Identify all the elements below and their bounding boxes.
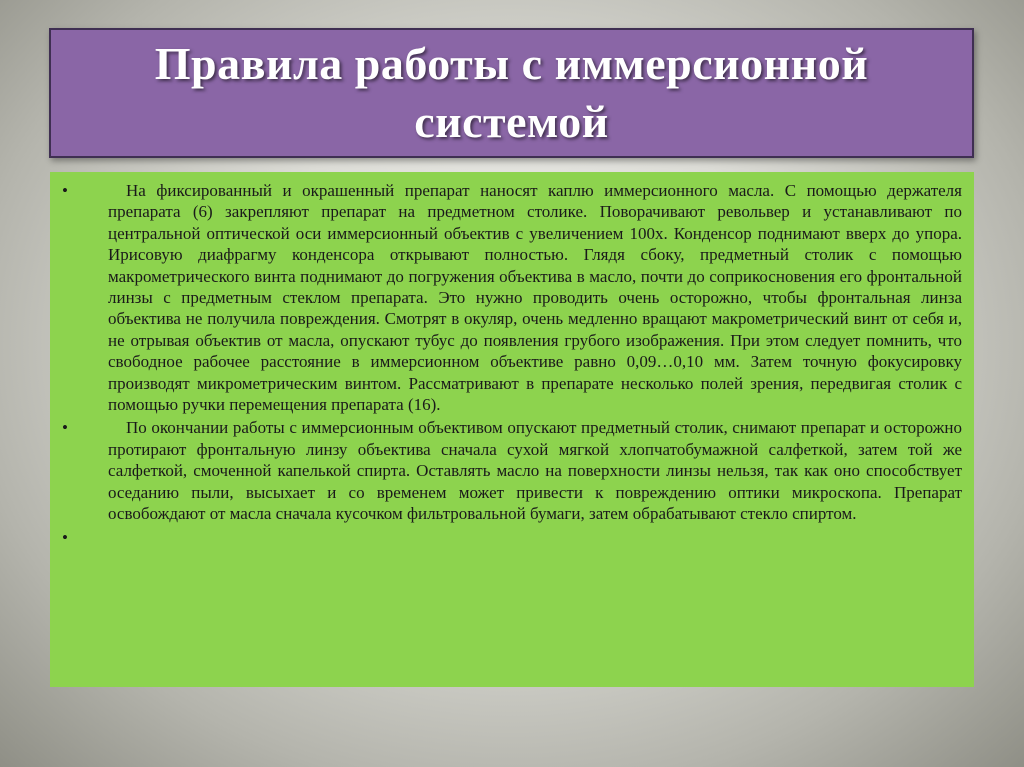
bullet-text-2: По окончании работы с иммерсионным объективом опускают предметный столик, снимают препарат и осторожно протирают фронтальную линзу объектива сначала сухой мягкой хлопчатобумажной салфеткой, затем той же салфеткой, смоченной капелькой спирта. Оставлять масло на поверхности линзы нельзя, так как оно способствует оседанию пыли, высыхает и со временем может привести к повреждению оптики микроскопа. Препарат освобождают от масла сначала кусочком фильтровальной бумаги, затем обрабатывают стекло спиртом. xyxy=(108,418,962,524)
bullet-text-3 xyxy=(108,527,962,548)
bullet-icon: • xyxy=(62,418,68,438)
slide-title-box xyxy=(49,28,974,158)
bullet-icon: • xyxy=(62,527,68,547)
slide-title: Правила работы с иммерсионной системой xyxy=(154,38,869,147)
bullet-item-2 xyxy=(60,417,962,524)
bullet-text-1: На фиксированный и окрашенный препарат наносят каплю иммерсионного масла. С помощью держателя препарата (6) закрепляют препарат на предметном столике. Поворачивают револьвер и устанавливают по центральной оптической оси иммерсионный объектив с увеличением 100х. Конденсор поднимают вверх до упора. Ирисовую диафрагму конденсора открывают полностью. Глядя сбоку, предметный столик с помощью макрометрического винта поднимают до погружения объектива в масло, почти до соприкосновения его фронтальной линзы с предметным стеклом препарата. Это нужно проводить очень осторожно, чтобы фронтальная линза объектива не получила повреждения. Смотрят в окуляр, очень медленно вращают макрометрический винт от себя и, не отрывая объектив от масла, опускают тубус до появления грубого изображения. При этом следует помнить, что свободное рабочее расстояние в иммерсионном объективе равно 0,09…0,10 мм. Затем точную фокусировку производят микрометрическим винтом. Рассматривают в препарате несколько полей зрения, передвигая столик с помощью ручки перемещения препарата (16). xyxy=(108,181,962,415)
bullet-icon: • xyxy=(62,181,68,200)
bullet-list xyxy=(60,180,962,548)
bullet-item-3 xyxy=(60,527,962,548)
bullet-item-1 xyxy=(60,180,962,415)
slide-content-box xyxy=(50,172,974,687)
